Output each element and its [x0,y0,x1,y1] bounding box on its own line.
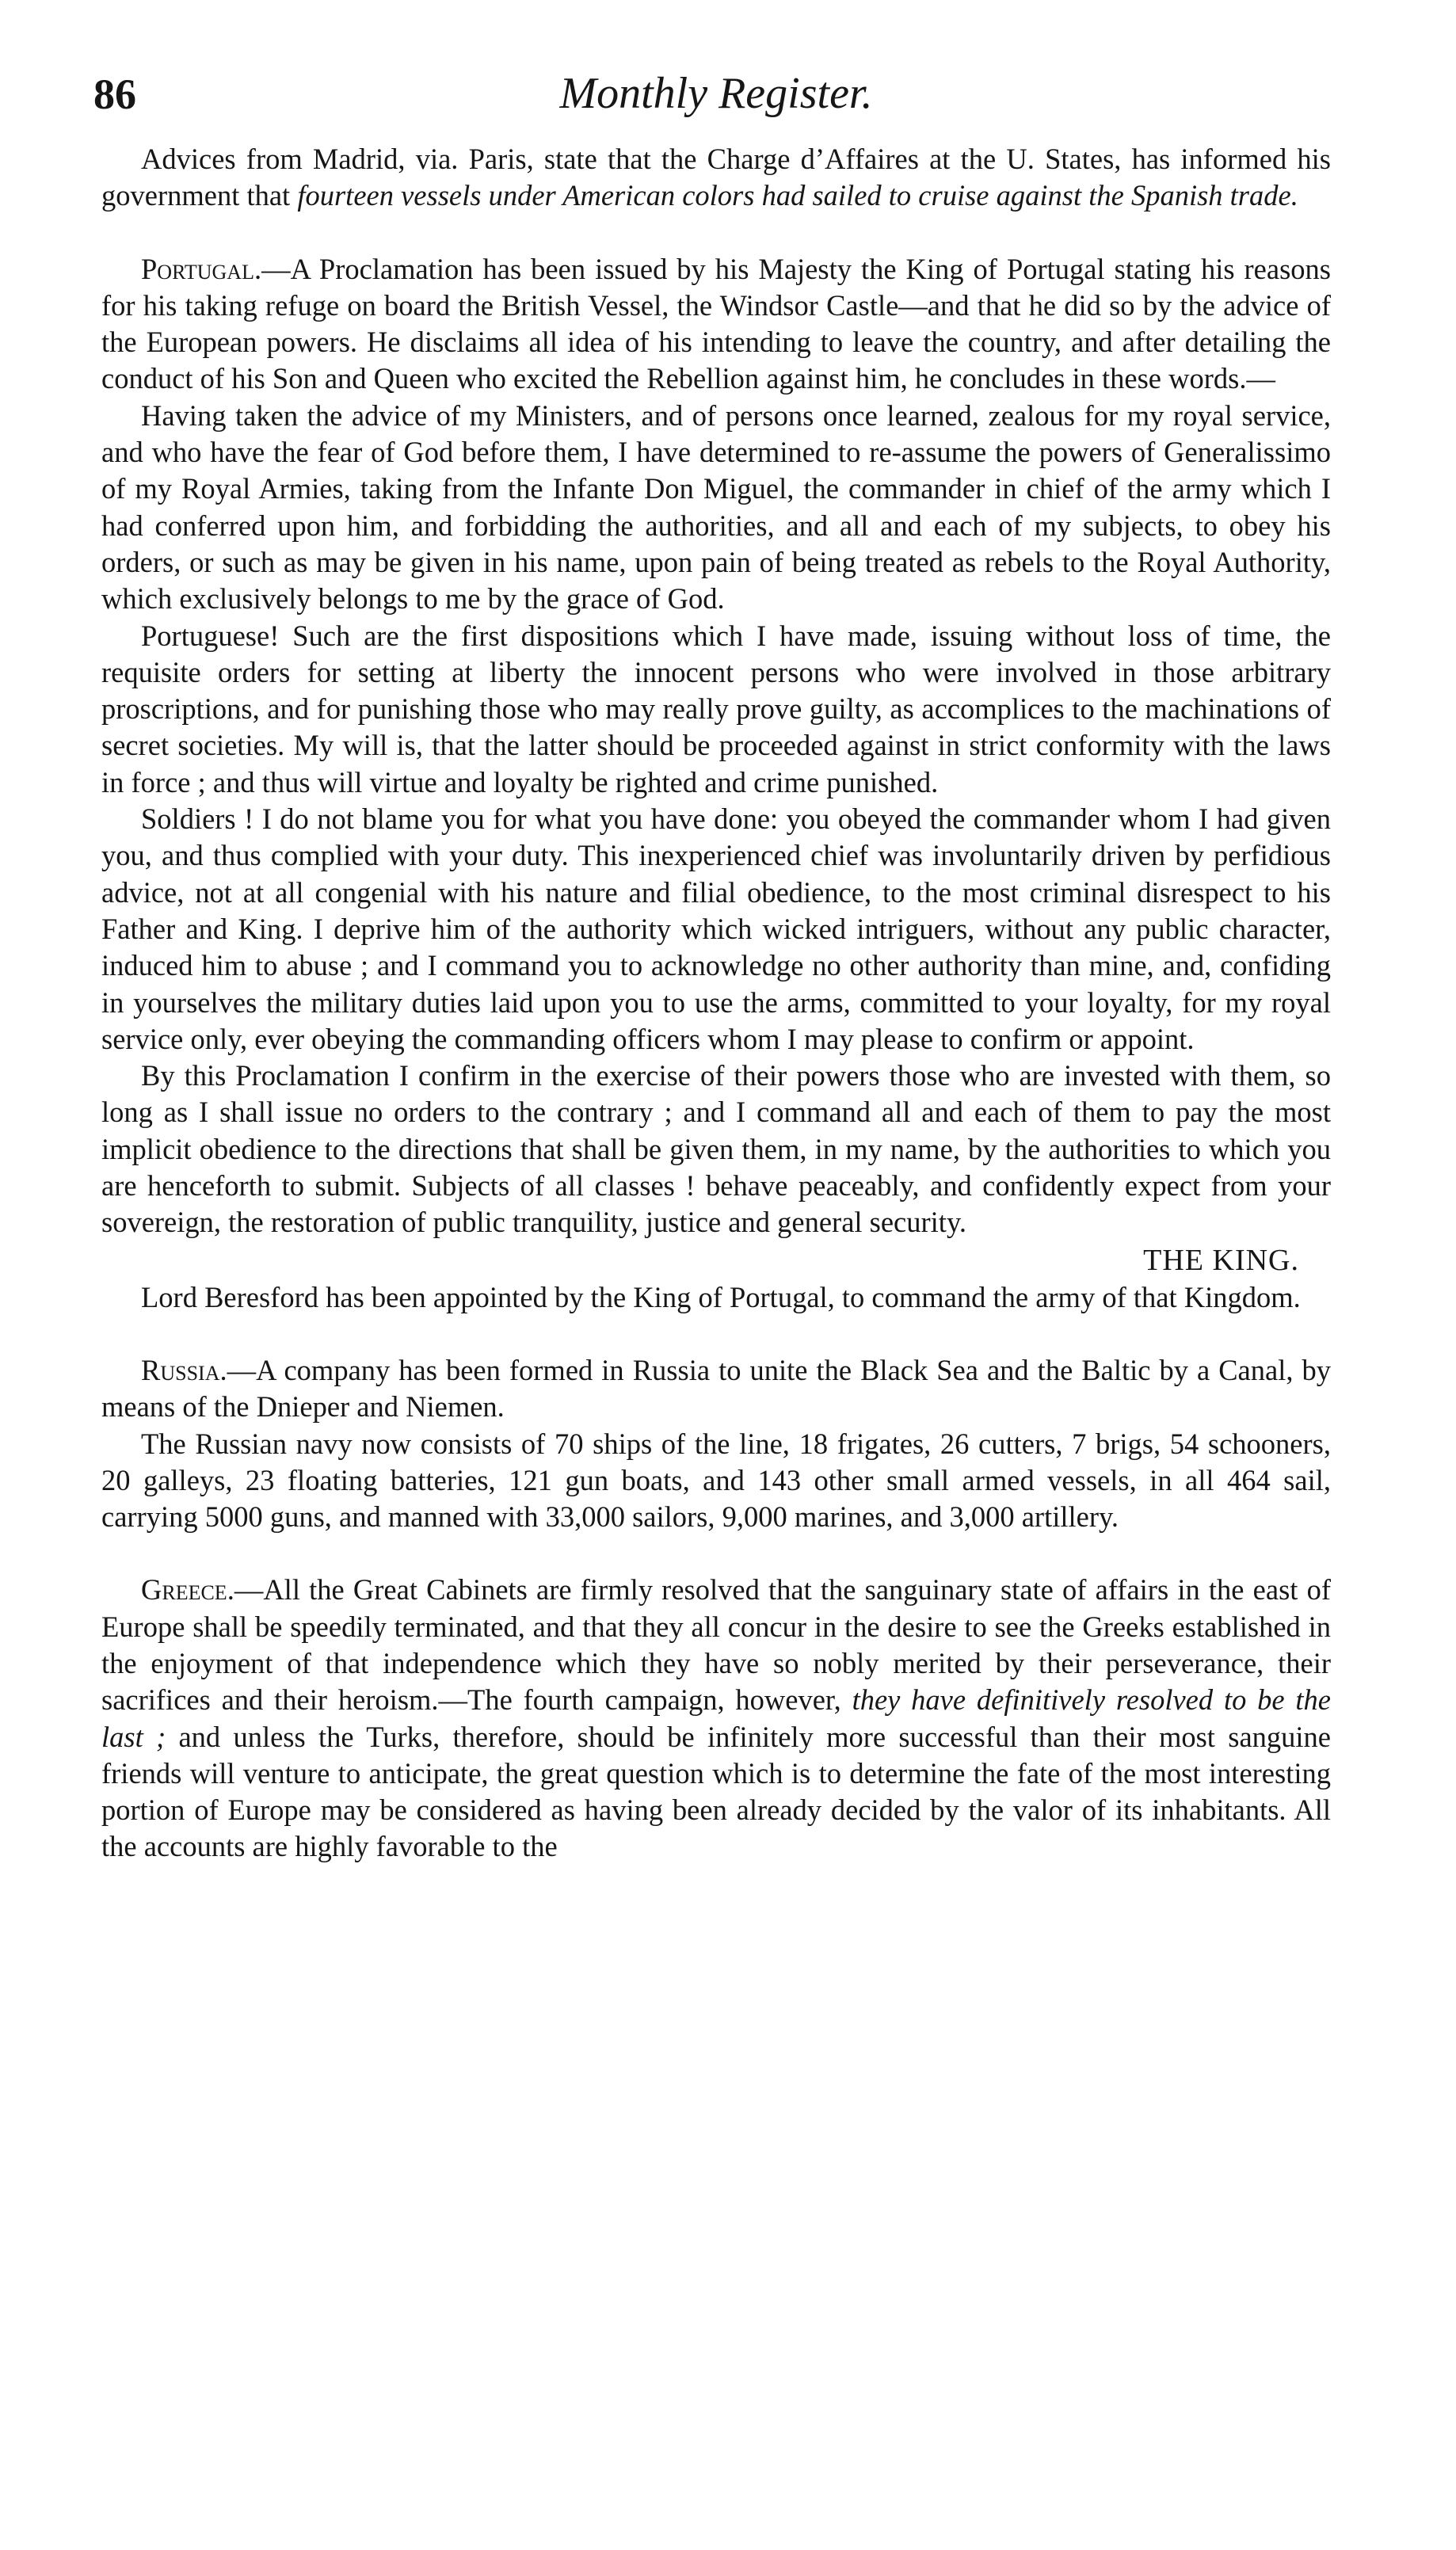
portugal-proclamation-p1: Having taken the advice of my Ministers, and of persons once learned, zealous for my royal service, and who have the fear of God before them, I have determined to re-assume the powers of Generalissimo of my Royal Armies, taking from the Infante Don Miguel, the commander in chief of the army which I had conferred upon him, and forbidding the authorities, and all and each of my subjects, to obey his orders, or such as may be given in his name, upon pain of being treated as rebels to the Royal Authority, which exclusively belongs to me by the grace of God. [101,398,1331,616]
page-number: 86 [93,71,136,118]
portugal-intro-text: —A Proclamation has been issued by his Majesty the King of Portugal stating his reasons for his taking refuge on board the British Vessel, the Windsor Castle—and that he did so by the advice of the European powers. He disclaims all idea of his intending to leave the country, and after detailing the conduct of his Son and Queen who excited the Rebellion against him, he concludes in these words.— [101,252,1331,395]
spain-italic-text: fourteen vessels under American colors had sailed to cruise against the Spanish trade. [297,179,1298,212]
section-gap [101,215,1331,251]
greece-paragraph [101,1572,1331,1865]
russia-heading: Russia. [141,1353,227,1386]
spain-text: Advices from Madrid, via. Paris, state that the Charge d’Affaires at the U. States, has informed his government that [101,143,1331,212]
portugal-intro-paragraph [101,251,1331,398]
portugal-heading: Portugal. [141,252,262,285]
document-page [93,62,1331,1866]
spain-paragraph [101,141,1331,215]
greece-text-continued: and unless the Turks, therefore, should be infinitely more successful than their most sanguine friends will venture to anticipate, the great question which is to determine the fate of the most interesting portion of Europe may be considered as having been already decided by the valor of its inhabitants. All the accounts are highly favorable to the [101,1720,1331,1863]
section-gap [101,1535,1331,1572]
running-title: Monthly Register. [559,69,873,118]
greece-italic-text: they have definitively resolved to be the last ; [101,1683,1331,1753]
section-gap [101,1316,1331,1352]
portugal-proclamation-p3: Soldiers ! I do not blame you for what you have done: you obeyed the commander whom I had given you, and thus complied with your duty. This inexperienced chief was involuntarily driven by perfidious advice, not at all congenial with his nature and filial obedience, to the most criminal disrespect to his Father and King. I deprive him of the authority which wicked intriguers, without any public character, induced him to abuse ; and I command you to acknowledge no other authority than mine, and, confiding in yourselves the military duties laid upon you to use the arms, committed to your loyalty, for my royal service only, ever obeying the commanding officers whom I may please to confirm or appoint. [101,802,1331,1055]
portugal-beresford-paragraph: Lord Beresford has been appointed by the King of Portugal, to command the army of that Kingdom. [141,1280,1301,1313]
greece-heading: Greece. [141,1573,234,1607]
greece-text: —All the Great Cabinets are firmly resolved that the sanguinary state of affairs in the east of Europe shall be speedily terminated, and that they all concur in the desire to see the Greeks established in the enjoyment of that independence which they have so nobly merited by their perseverance, their sacrifices and their heroism.—The fourth campaign, however, [101,1573,1331,1717]
russia-navy-paragraph: The Russian navy now consists of 70 ships of the line, 18 frigates, 26 cutters, 7 brigs, 54 schooners, 20 galleys, 23 floating batteries, 121 gun boats, and 143 other small armed vessels, in all 464 sail, carrying 5000 guns, and manned with 33,000 sailors, 9,000 marines, and 3,000 artillery. [101,1427,1331,1534]
russia-intro-paragraph [101,1352,1331,1426]
portugal-proclamation-p4: By this Proclamation I confirm in the exercise of their powers those who are invested with them, so long as I shall issue no orders to the contrary ; and I command all and each of them to pay the most implicit obedience to the directions that shall be given them, in my name, by the authorities to which you are henceforth to submit. Subjects of all classes ! behave peaceably, and confidently expect from your sovereign, the restoration of public tranquility, justice and general security. [101,1059,1331,1239]
page-header [93,62,1331,141]
russia-intro-text: —A company has been formed in Russia to unite the Black Sea and the Baltic by a Canal, by means of the Dnieper and Niemen. [101,1353,1331,1424]
proclamation-signature: THE KING. [1143,1243,1299,1277]
portugal-proclamation-p2: Portuguese! Such are the first dispositions which I have made, issuing without loss of time, the requisite orders for setting at liberty the innocent persons who were involved in those arbitrary proscriptions, and for punishing those who may really prove guilty, as accomplices to the machinations of secret societies. My will is, that the latter should be proceeded against in strict conformity with the laws in force ; and thus will virtue and loyalty be righted and crime punished. [101,619,1331,799]
